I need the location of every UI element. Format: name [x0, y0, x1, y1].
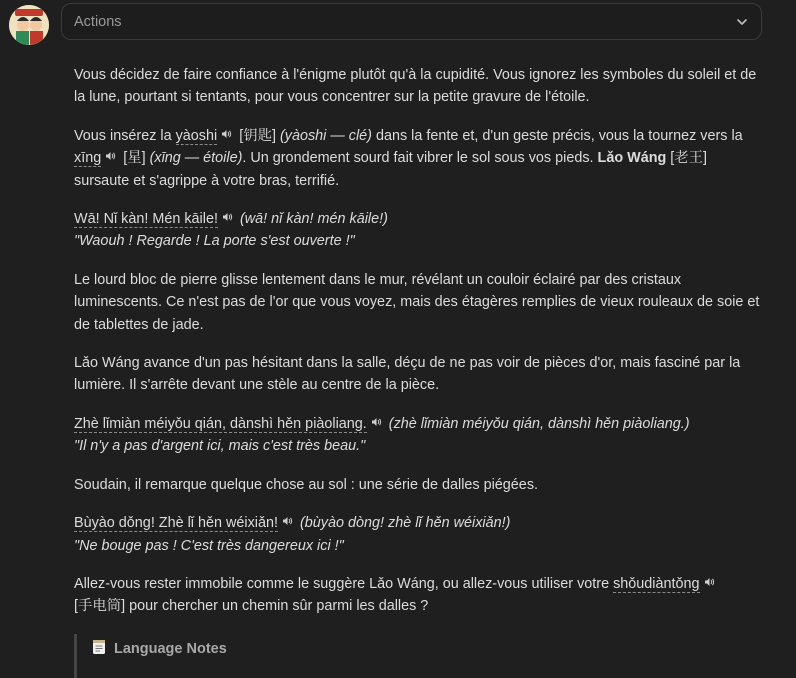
text-span: dans la fente et, d'un geste précis, vous la tournez vers la [371, 127, 743, 144]
text-span: sursaute et s'agrippe à votre bras, terrifié. [74, 172, 340, 189]
vocab-word[interactable]: shǒudiàntǒng [613, 575, 700, 592]
hanzi-text: [钥匙] [235, 127, 280, 144]
dialogue-line [74, 413, 764, 458]
translation-text: "Il n'y a pas d'argent ici, mais c'est très beau." [74, 438, 366, 455]
story-content [74, 64, 764, 678]
story-paragraph: Soudain, il remarque quelque chose au sol : une série de dalles piégées. [74, 476, 539, 493]
gloss-text: (bùyào dòng! zhè lǐ hěn wéixiǎn!) [296, 515, 511, 532]
story-paragraph [74, 573, 764, 618]
character-name: Lǎo Wáng [597, 150, 667, 167]
vocab-word[interactable]: xīng [74, 150, 102, 167]
language-notes-label: Language Notes [114, 640, 227, 657]
translation-text: "Waouh ! Regarde ! La porte s'est ouverte !" [74, 233, 355, 250]
speaker-icon[interactable] [105, 151, 116, 161]
speaker-icon[interactable] [221, 129, 232, 139]
story-paragraph: Lǎo Wáng avance d'un pas hésitant dans la salle, déçu de ne pas voir de pièces d'or, mais fasciné par la lumière. Il s'arrête devant une stèle au centre de la pièce. [74, 355, 741, 394]
vocab-word[interactable]: yàoshi [175, 127, 218, 144]
actions-dropdown[interactable] [61, 3, 762, 40]
speaker-icon[interactable] [282, 516, 293, 526]
chinese-sentence[interactable]: Wā! Nǐ kàn! Mén kāile! [74, 211, 218, 228]
translation-text: "Ne bouge pas ! C'est très dangereux ici !" [74, 537, 344, 554]
language-notes-block [74, 634, 764, 678]
gloss-text: (xīng — étoile) [149, 150, 243, 167]
text-span: Allez-vous rester immobile comme le suggère Lǎo Wáng, ou allez-vous utiliser votre [74, 575, 614, 592]
speaker-icon[interactable] [222, 212, 233, 222]
dialogue-line [74, 512, 764, 557]
gloss-text: (yàoshi — clé) [279, 127, 372, 144]
chinese-sentence[interactable]: Bùyào dǒng! Zhè lǐ hěn wéixiǎn! [74, 515, 278, 532]
story-paragraph: Le lourd bloc de pierre glisse lentement dans le mur, révélant un couloir éclairé par des cristaux luminescents. Ce n'est pas de l'or que vous voyez, mais des étagères remplies de vieux rouleaux de soie et de tablettes de jade. [74, 271, 760, 333]
text-span: . Un grondement sourd fait vibrer le sol sous vos pieds. [242, 150, 598, 167]
hanzi-text: [星] [119, 150, 150, 167]
memo-icon [92, 639, 106, 655]
chinese-sentence[interactable]: Zhè lǐmiàn méiyǒu qián, dànshì hěn piàoliang. [74, 415, 367, 432]
speaker-icon[interactable] [704, 577, 715, 587]
dialogue-line [74, 208, 764, 253]
text-span: Vous insérez la [74, 127, 176, 144]
text-span: [手电筒] pour chercher un chemin sûr parmi les dalles ? [74, 598, 429, 615]
story-paragraph [74, 125, 764, 192]
story-paragraph: Vous décidez de faire confiance à l'énigme plutôt qu'à la cupidité. Vous ignorez les symboles du soleil et de la lune, pourtant si tentants, pour vous concentrer sur la petite gravure de l'étoile. [74, 67, 757, 106]
language-notes-toggle[interactable] [92, 638, 227, 660]
gloss-text: (wā! nǐ kàn! mén kāile!) [235, 211, 388, 228]
chevron-down-icon [735, 15, 749, 29]
avatar [9, 5, 49, 45]
gloss-text: (zhè lǐmiàn méiyǒu qián, dànshì hěn piàoliang.) [384, 415, 690, 432]
avatar-illustration-icon [9, 5, 49, 45]
hanzi-text: [老王] [666, 150, 708, 167]
speaker-icon[interactable] [371, 417, 382, 427]
actions-label: Actions [74, 13, 122, 30]
